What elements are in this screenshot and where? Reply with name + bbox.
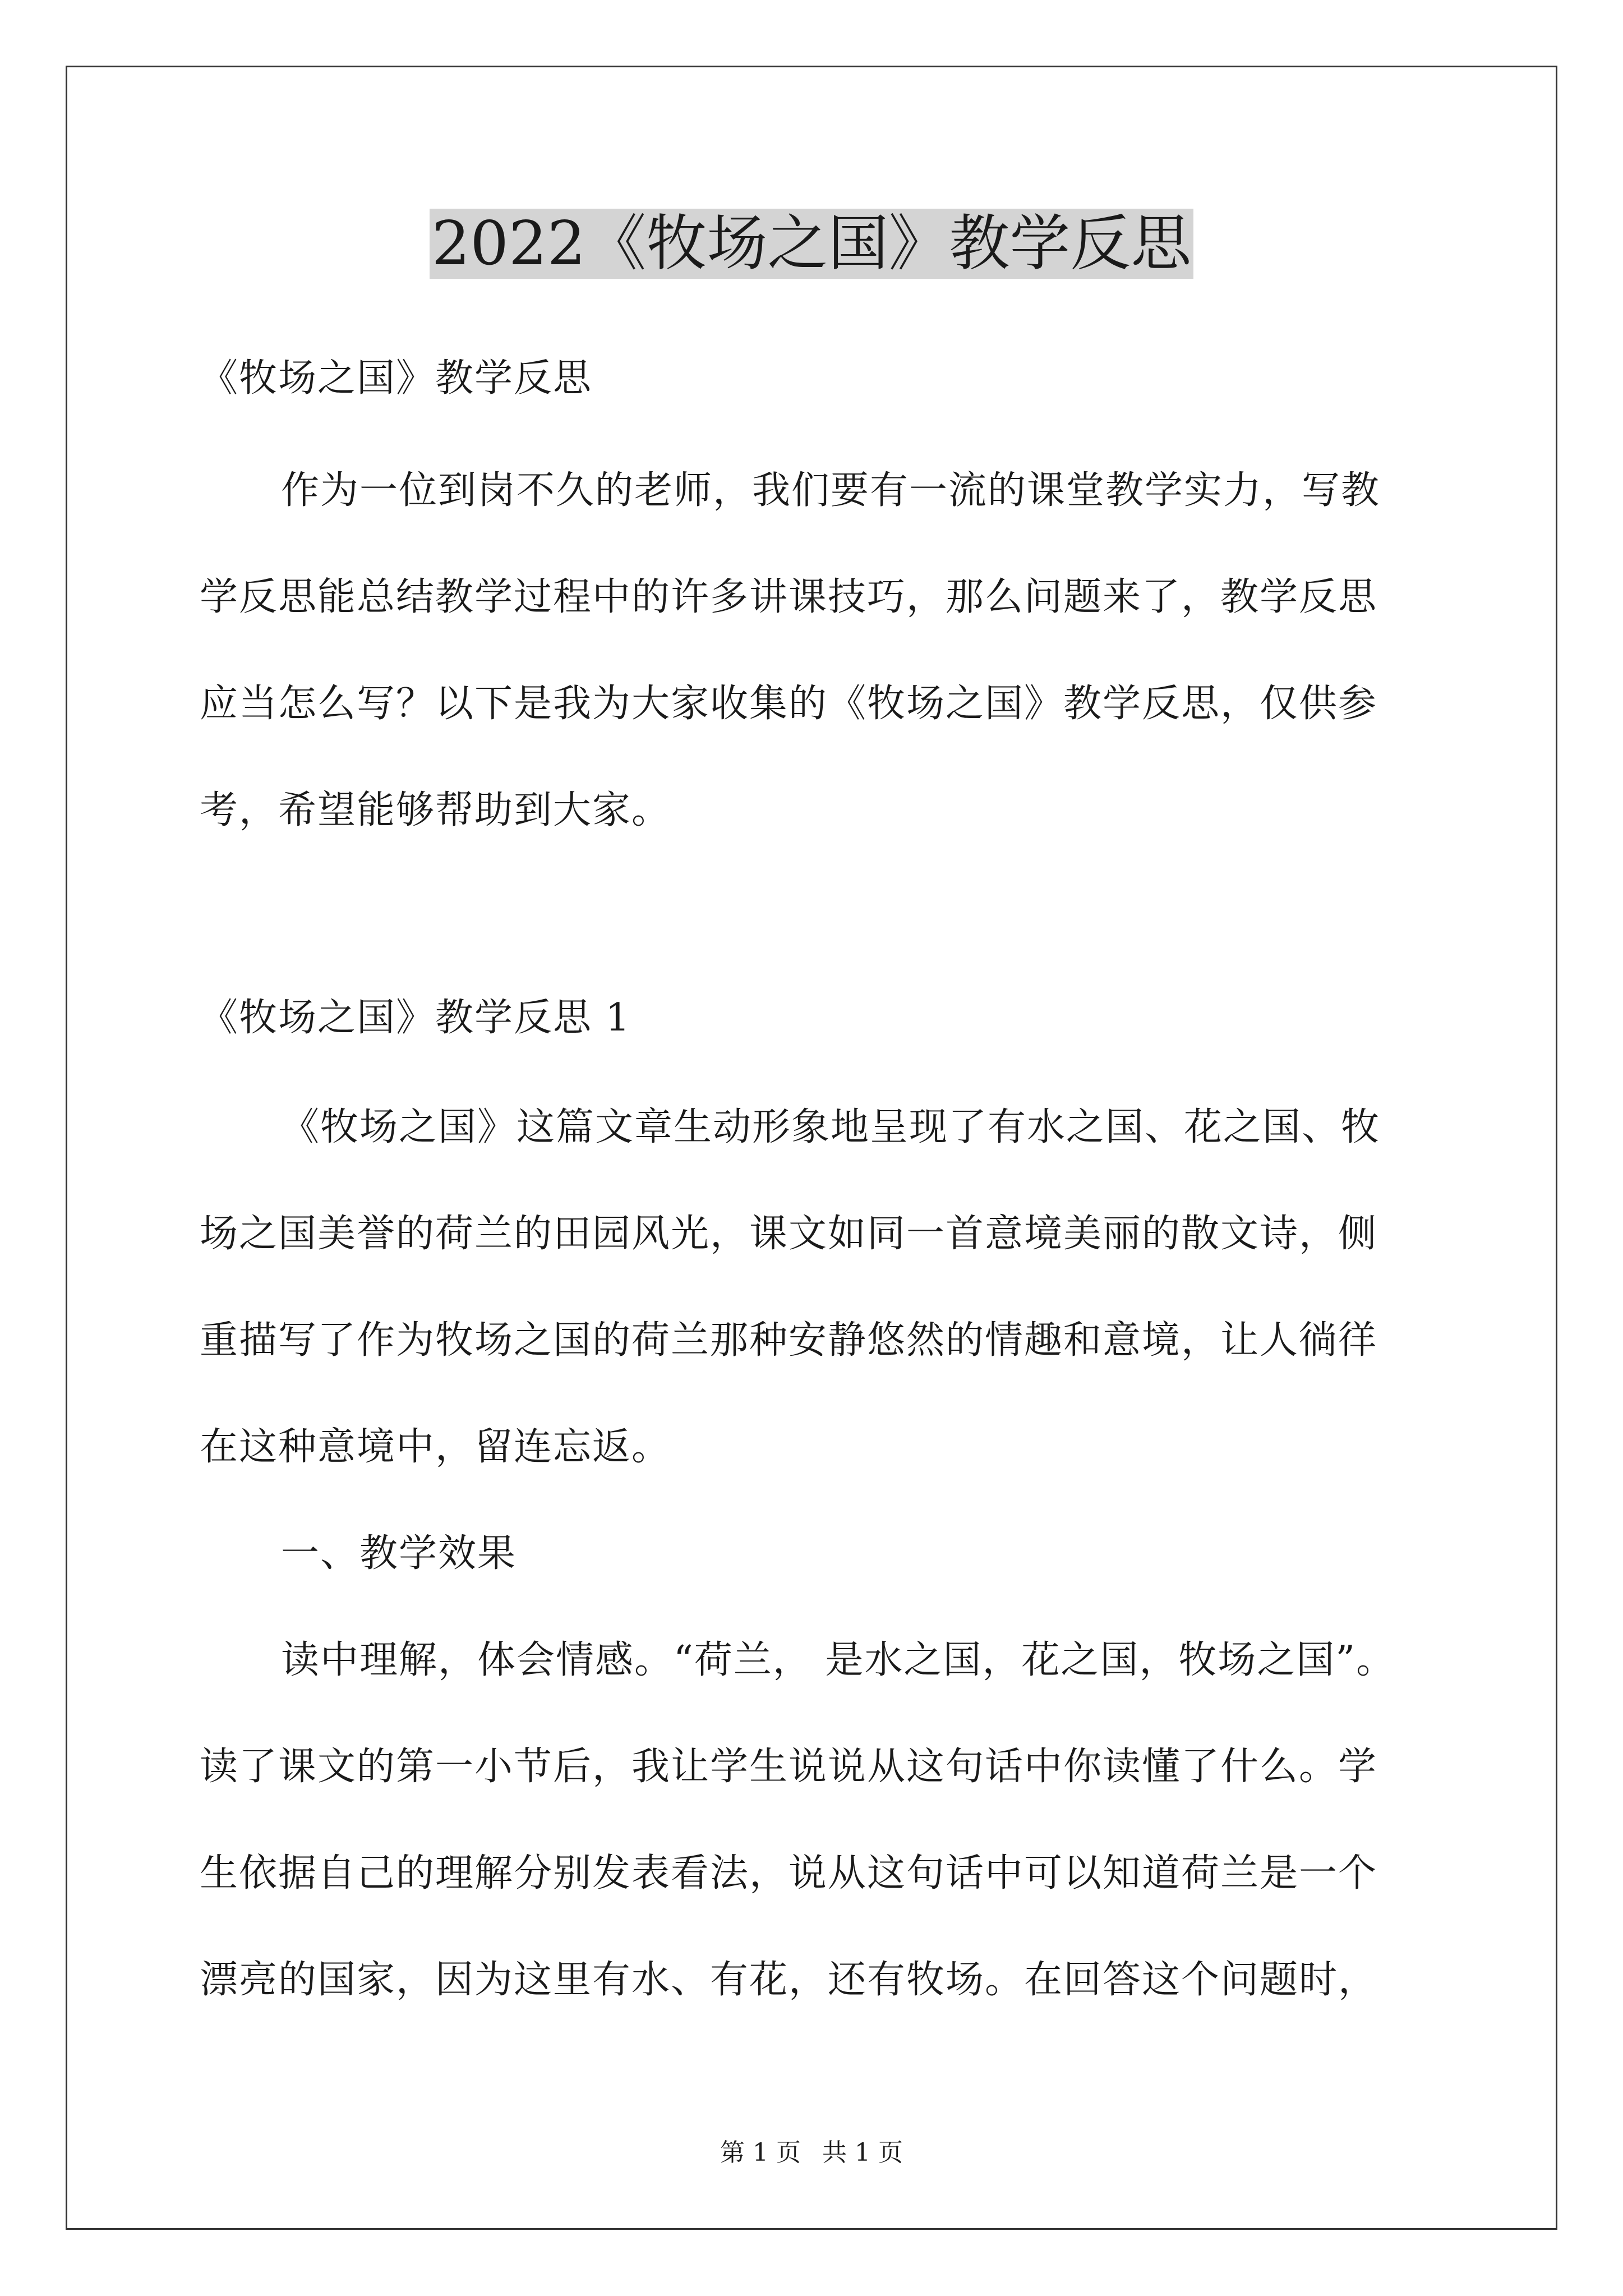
page-number: 第 1 页 [720, 2138, 801, 2167]
intro-paragraph [200, 438, 1433, 864]
body-paragraph-2 [200, 1607, 1433, 2033]
section-heading-1: 《牧场之国》教学反思 1 [200, 996, 631, 1040]
paragraph-line: 生依据自己的理解分别发表看法，说从这句话中可以知道荷兰是一个 [200, 1851, 1378, 1895]
paragraph-line: 《牧场之国》这篇文章生动形象地呈现了有水之国、花之国、牧 [281, 1105, 1381, 1149]
intro-line: 考，希望能够帮助到大家。 [200, 788, 671, 832]
paragraph-line: 读中理解，体会情感。“荷兰， 是水之国，花之国，牧场之国”。 [281, 1638, 1396, 1682]
subtitle-heading: 《牧场之国》教学反思 [200, 356, 593, 401]
paragraph-line: 在这种意境中，留连忘返。 [200, 1425, 671, 1469]
intro-line: 作为一位到岗不久的老师，我们要有一流的课堂教学实力，写教 [281, 468, 1381, 513]
paragraph-line: 读了课文的第一小节后，我让学生说说从这句话中你读懂了什么。学 [200, 1745, 1378, 1789]
paragraph-line: 场之国美誉的荷兰的田园风光，课文如同一首意境美丽的散文诗，侧 [200, 1212, 1378, 1256]
paragraph-line: 重描写了作为牧场之国的荷兰那种安静悠然的情趣和意境，让人徜徉 [200, 1318, 1378, 1363]
document-title [0, 202, 1623, 286]
title-text: 2022《牧场之国》教学反思 [430, 209, 1194, 279]
intro-line: 学反思能总结教学过程中的许多讲课技巧，那么问题来了，教学反思 [200, 575, 1378, 619]
intro-line: 应当怎么写？以下是我为大家收集的《牧场之国》教学反思，仅供参 [200, 682, 1378, 726]
page-total: 共 1 页 [822, 2138, 903, 2167]
page-footer [0, 2136, 1623, 2170]
subsection-heading: 一、教学效果 [281, 1531, 517, 1576]
paragraph-line: 漂亮的国家，因为这里有水、有花，还有牧场。在回答这个问题时， [200, 1958, 1378, 2002]
body-paragraph-1 [200, 1074, 1433, 1607]
